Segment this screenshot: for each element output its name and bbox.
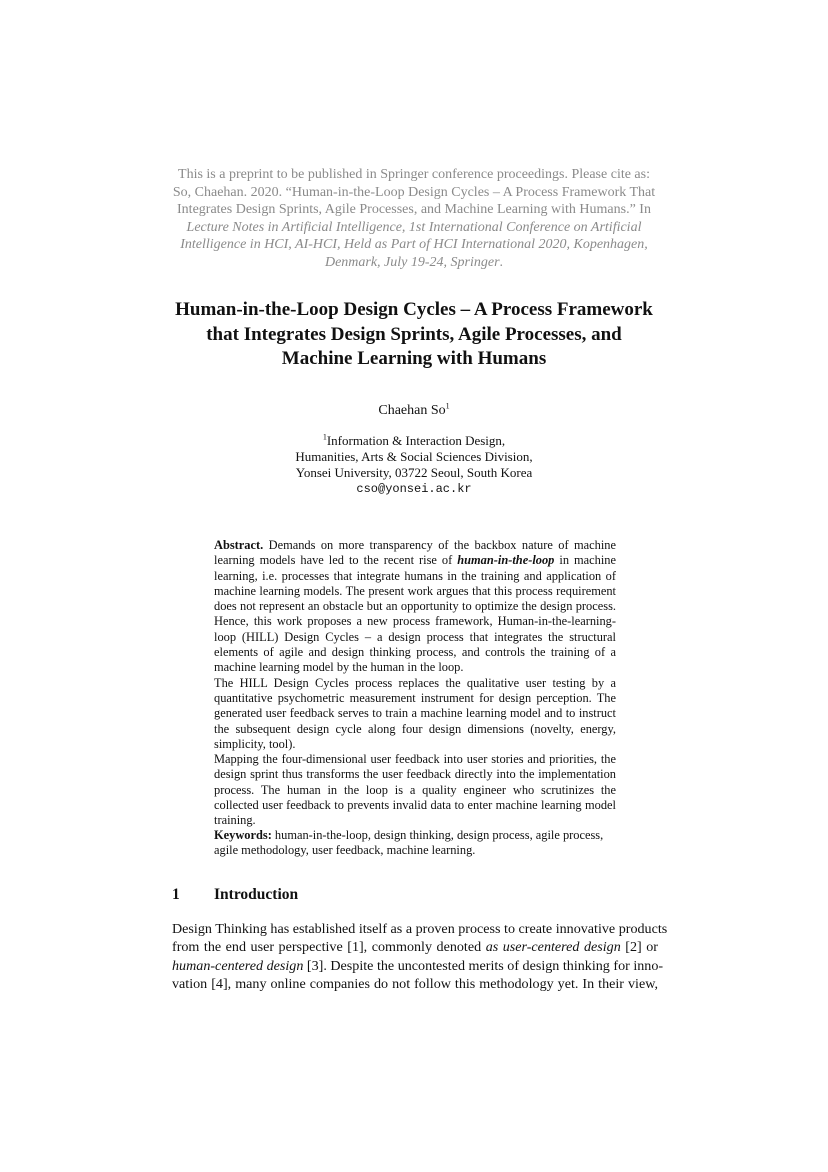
abstract-emphasis: human-in-the-loop [457, 553, 555, 568]
intro-l3-em: human-centered design [172, 957, 304, 974]
intro-paragraph [172, 920, 668, 994]
abstract-p1-a: Demands on more transparency of the backbox nature of machine learning models have led to the recent rise of [214, 538, 616, 568]
keywords-label: Keywords: [214, 828, 272, 842]
intro-l3-b: [3]. Despite the uncontested merits of design thinking for inno- [303, 957, 664, 974]
intro-line-4: vation [4], many online companies do not follow this methodology yet. In their view, [172, 976, 658, 993]
author [170, 403, 658, 419]
notice-end: . [499, 254, 504, 270]
author-email[interactable]: cso@yonsei.ac.kr [356, 482, 472, 496]
abstract [214, 538, 616, 829]
affil-line-1 [170, 433, 658, 449]
abstract-p1 [214, 538, 616, 676]
keywords-text: human-in-the-loop, design thinking, design process, agile process, agile methodology, user feedback, machine learning. [214, 828, 604, 858]
abstract-label: Abstract. [214, 538, 264, 552]
affil-line-3: Yonsei University, 03722 Seoul, South Korea [295, 465, 533, 480]
author-affil-mark: 1 [445, 401, 450, 411]
notice-text: This is a preprint to be published in Springer conference proceedings. Please cite as: So, Chaehan. 2020. “Human-in-the-Loop Design Cycles – A Process Framework That Integrates Design Sprints, Agile Processes, and Machine Learning with Humans.” In [172, 167, 656, 218]
intro-l2-a: from the end user perspective [1], commonly denoted [172, 939, 486, 956]
intro-l2-em: as user-centered design [485, 939, 621, 956]
intro-line-1: Design Thinking has established itself as a proven process to create innovative products [172, 921, 668, 937]
section-number: 1 [172, 886, 180, 903]
affil-mark: 1 [322, 432, 327, 442]
notice-venue: Lecture Notes in Artificial Intelligence, 1st International Conference on Artificial Intelligence in HCI, AI-HCI, Held as Part of HCI International 2020, Kopenhagen, Denmark, July 19-24, Springer [180, 219, 648, 270]
intro-line-3 [172, 957, 664, 975]
paper-title: Human-in-the-Loop Design Cycles – A Process Framework that Integrates Design Sprints, Agile Processes, and Machine Learning with Humans [175, 299, 653, 369]
affil-dept: Information & Interaction Design, [326, 433, 506, 448]
intro-line-2 [172, 938, 658, 956]
affiliation [170, 433, 658, 497]
author-name: Chaehan So [378, 403, 446, 418]
section-title: Introduction [214, 886, 299, 903]
abstract-p3: Mapping the four-dimensional user feedback into user stories and priorities, the design sprint thus transforms the user feedback directly into the implementation process. The human in the loop is a quality engineer who scrutinizes the collected user feedback to prevents invalid data to enter machine learning model training. [214, 752, 616, 828]
affil-line-2: Humanities, Arts & Social Sciences Division, [295, 449, 533, 464]
intro-l2-b: [2] or [620, 939, 658, 956]
abstract-p2: The HILL Design Cycles process replaces the qualitative user testing by a quantitative psychometric measurement instrument for design perception. The generated user feedback serves to train a machine learning model and to instruct the subsequent design cycle along four design dimensions (novelty, energy, simplicity, tool). [214, 675, 616, 751]
keywords [214, 828, 616, 859]
abstract-p1-b: in machine learning, i.e. processes that integrate humans in the training and application of machine learning models. The present work argues that this process requirement does not represent an obstacle but an opportunity to optimize the design process. Hence, this work proposes a new process framework, Human-in-the-learning-loop (HILL) Design Cycles – a design process that integrates the structural elements of agile and design thinking process, and controls the training of a machine learning model by the human in the loop. [214, 553, 616, 675]
preprint-notice [168, 166, 660, 272]
